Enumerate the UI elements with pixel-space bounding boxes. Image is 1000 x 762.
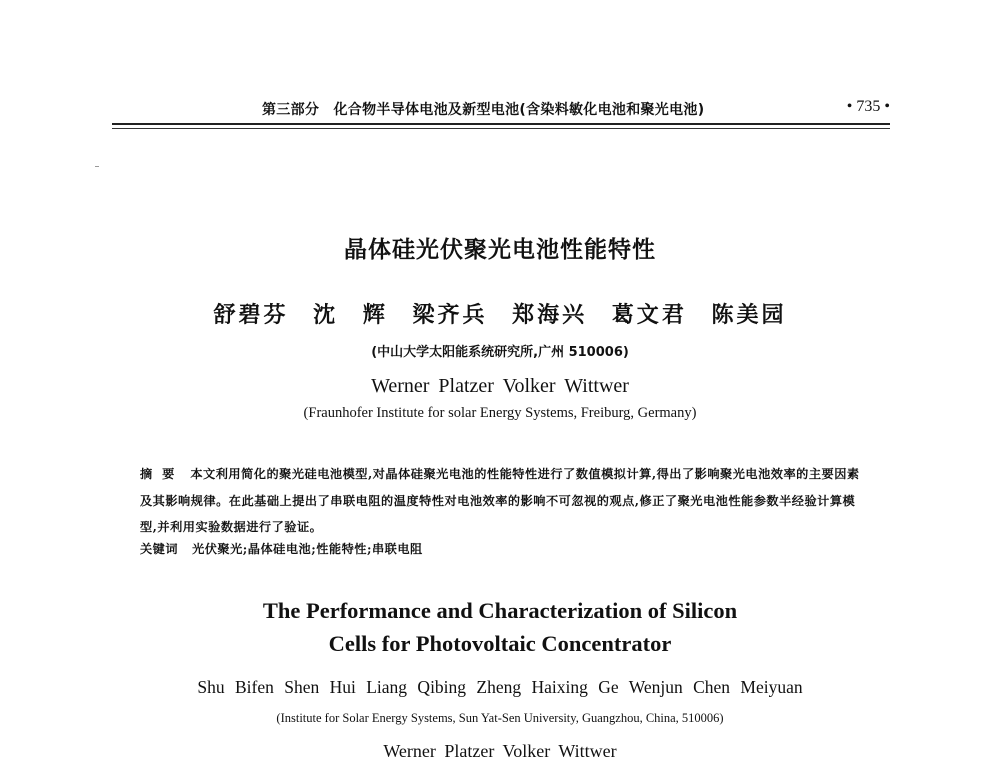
header-rule-thin [112, 128, 890, 129]
header-rule-thick [112, 123, 890, 125]
authors-cn: 舒碧芬 沈 辉 梁齐兵 郑海兴 葛文君 陈美园 [213, 302, 787, 328]
page-number: • 735 • [846, 98, 890, 115]
section-title: 第三部分 化合物半导体电池及新型电池(含染料敏化电池和聚光电池) [262, 102, 705, 118]
affiliation-cn: (中山大学太阳能系统研究所,广州 510006) [371, 345, 629, 360]
abstract-label: 摘要 [140, 467, 185, 481]
abstract-text: 本文利用简化的聚光硅电池模型,对晶体硅聚光电池的性能特性进行了数值模拟计算,得出了影响聚光电池效率的主要因素及其影响规律。在此基础上提出了串联电阻的温度特性对电池效率的影响不可忽视的观点,修正了聚光电池性能参数半经验计算模型,并利用实验数据进行了验证。 [140, 467, 860, 534]
keywords-text: 光伏聚光;晶体硅电池;性能特性;串联电阻 [192, 542, 423, 556]
paper-title-en-line2: Cells for Photovoltaic Concentrator [328, 631, 672, 656]
paper-title-en-line1: The Performance and Characterization of Silicon [262, 598, 738, 623]
coauthors: Werner Platzer Volker Wittwer [371, 375, 629, 397]
paper-title-cn: 晶体硅光伏聚光电池性能特性 [344, 237, 656, 263]
affiliation-en: (Institute for Solar Energy Systems, Sun Yat-Sen University, Guangzhou, China, 510006) [276, 711, 724, 725]
scan-mark [95, 166, 99, 167]
keywords [140, 540, 862, 557]
keywords-label: 关键词 [140, 542, 179, 556]
running-header [112, 99, 890, 121]
coauthors-repeat: Werner Platzer Volker Wittwer [383, 741, 617, 761]
paper-title-en [0, 594, 1000, 660]
abstract [140, 461, 862, 541]
authors-en: Shu Bifen Shen Hui Liang Qibing Zheng Haixing Ge Wenjun Chen Meiyuan [197, 677, 803, 697]
coauthors-affiliation: (Fraunhofer Institute for solar Energy Systems, Freiburg, Germany) [303, 405, 697, 421]
